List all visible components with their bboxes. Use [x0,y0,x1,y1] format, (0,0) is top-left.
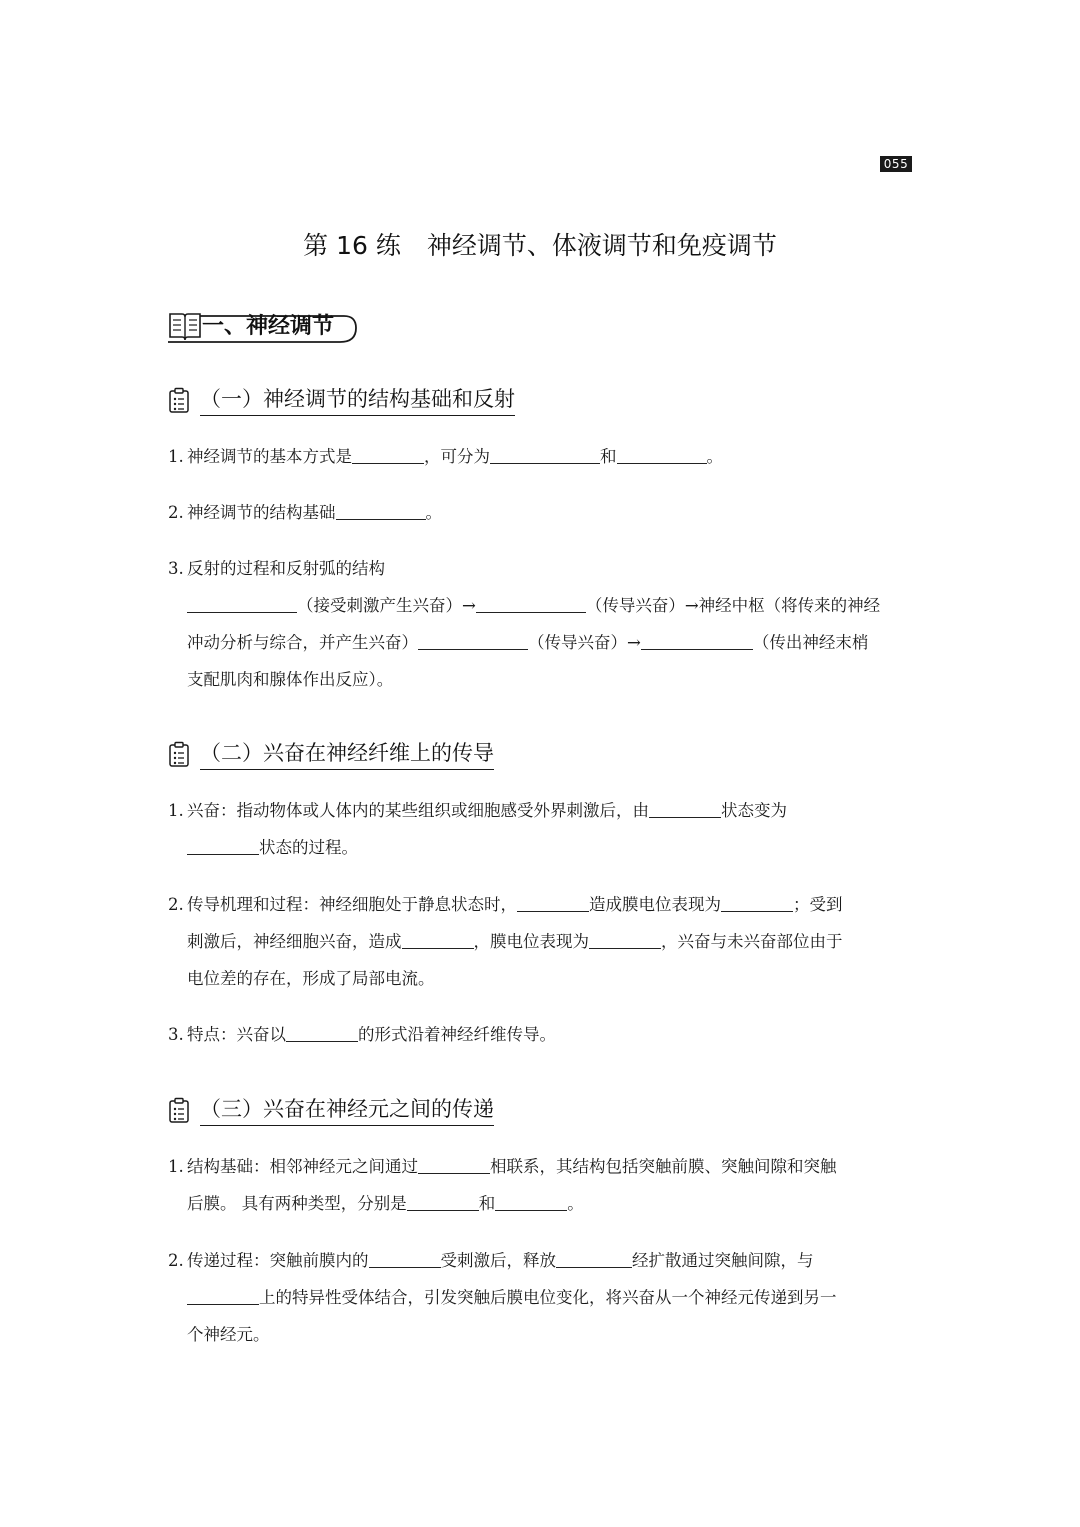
answer-blank[interactable] [187,1288,259,1305]
answer-blank[interactable] [517,895,589,912]
part-header [168,310,368,348]
item-text: ；受到 [793,895,843,914]
lesson-topic: 神经调节、体液调节和免疫调节 [426,231,777,260]
item-number: 2. [168,503,184,522]
answer-blank[interactable] [476,596,586,613]
answer-blank[interactable] [369,1251,441,1268]
item-text: ，兴奋与未兴奋部位由于 [661,932,843,951]
item-text: 电位差的存在，形成了局部电流。 [187,969,435,988]
item-text: 反射的过程和反射弧的结构 [187,559,385,578]
answer-blank[interactable] [352,447,424,464]
item-text: 经扩散通过突触间隙，与 [632,1251,814,1270]
page-number: 055 [880,156,912,172]
answer-blank[interactable] [402,932,474,949]
question-item [168,494,912,531]
item-text: 刺激后，神经细胞兴奋，造成 [187,932,402,951]
item-number: 2. [168,895,184,914]
item-text: 相联系，其结构包括突触前膜、突触间隙和突触 [490,1157,837,1176]
answer-blank[interactable] [336,503,426,520]
answer-blank[interactable] [649,801,721,818]
answer-blank[interactable] [556,1251,632,1268]
answer-blank[interactable] [418,633,528,650]
item-text: 后膜。 具有两种类型，分别是 [187,1194,407,1213]
item-number: 2. [168,1251,184,1270]
item-number: 3. [168,1025,184,1044]
item-text: 和 [478,1194,496,1213]
item-text: 个神经元。 [187,1325,270,1344]
item-text: ，膜电位表现为 [473,932,589,951]
answer-blank[interactable] [617,447,707,464]
item-text: 的形式沿着神经纤维传导。 [358,1025,556,1044]
item-text: 兴奋：指动物体或人体内的某些组织或细胞感受外界刺激后，由 [187,801,649,820]
item-text: 神经调节的结构基础 [187,503,336,522]
clipboard-icon [168,741,192,769]
answer-blank[interactable] [641,633,753,650]
item-text: 和 [600,447,617,466]
answer-blank[interactable] [495,1194,567,1211]
item-text: 状态变为 [721,801,787,820]
item-number: 1. [168,447,184,466]
subsection-title: （一）神经调节的结构基础和反射 [200,384,515,416]
item-text: 结构基础：相邻神经元之间通过 [187,1157,418,1176]
item-text: 状态的过程。 [259,838,358,857]
item-text: 上的特异性受体结合，引发突触后膜电位变化，将兴奋从一个神经元传递到另一 [259,1288,837,1307]
item-text: 。 [706,447,723,466]
lesson-number: 第 16 练 [303,231,401,260]
question-item [168,1242,912,1353]
subsection-title: （二）兴奋在神经纤维上的传导 [200,738,494,770]
answer-blank[interactable] [721,895,793,912]
answer-blank[interactable] [418,1157,490,1174]
item-text: 支配肌肉和腺体作出反应）。 [187,670,394,689]
item-text: 特点：兴奋以 [187,1025,286,1044]
item-number: 1. [168,1157,184,1176]
answer-blank[interactable] [589,932,661,949]
clipboard-icon [168,1097,192,1125]
item-number: 1. [168,801,184,820]
question-item [168,792,912,866]
answer-blank[interactable] [490,447,600,464]
question-item [168,550,912,698]
item-text: 。 [425,503,442,522]
part-title: 一、神经调节 [202,314,335,339]
answer-blank[interactable] [187,838,259,855]
item-text: ，可分为 [424,447,490,466]
item-text: 传导机理和过程：神经细胞处于静息状态时， [187,895,517,914]
chapter-title [0,226,1080,266]
item-text: （接受刺激产生兴奋）→ [297,596,476,615]
item-text: 冲动分析与综合，并产生兴奋） [187,633,418,652]
item-text: 受刺激后，释放 [440,1251,556,1270]
item-text: （传导兴奋）→神经中枢（将传来的神经 [585,596,881,615]
clipboard-icon [168,387,192,415]
answer-blank[interactable] [407,1194,479,1211]
item-text: 神经调节的基本方式是 [187,447,352,466]
question-item [168,438,912,475]
item-number: 3. [168,559,184,578]
question-item [168,1016,912,1053]
item-text: 传递过程：突触前膜内的 [187,1251,369,1270]
question-item [168,1148,912,1222]
item-text: （传导兴奋）→ [528,633,641,652]
item-text: 造成膜电位表现为 [589,895,721,914]
item-text: （传出神经末梢 [752,633,869,652]
item-text: 。 [567,1194,584,1213]
answer-blank[interactable] [286,1025,358,1042]
question-item [168,886,912,997]
answer-blank[interactable] [187,596,297,613]
subsection-title: （三）兴奋在神经元之间的传递 [200,1094,494,1126]
